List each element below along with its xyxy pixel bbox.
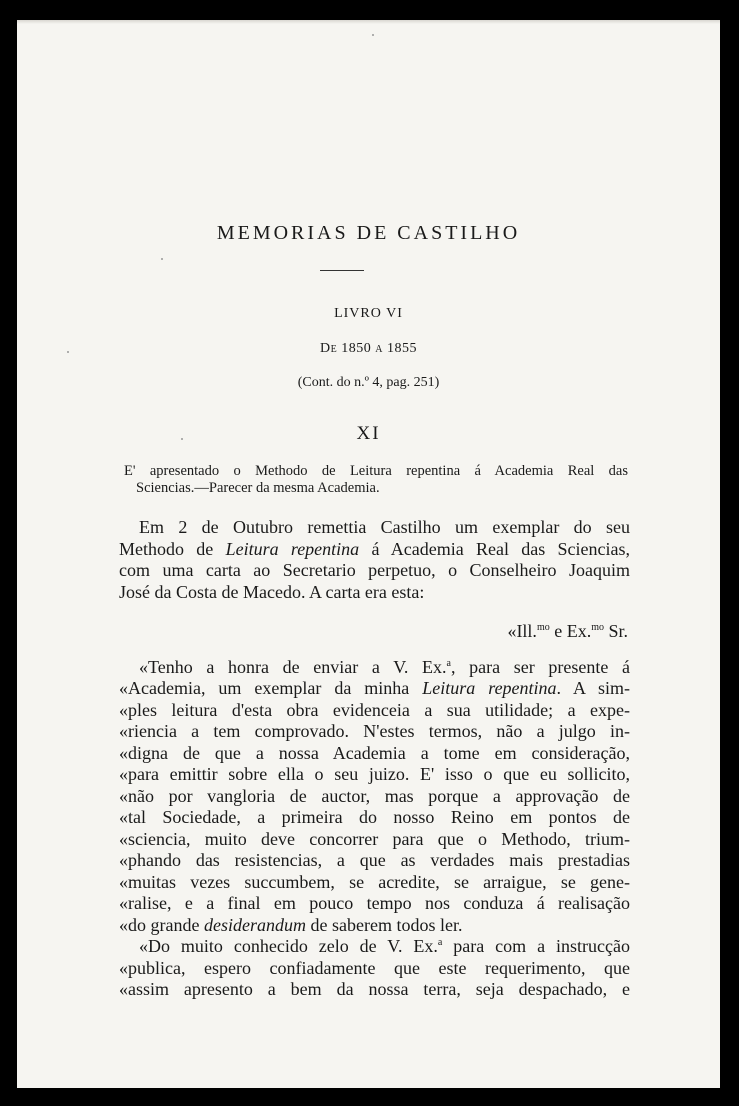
paragraph-line: com uma carta ao Secretario perpetuo, o Conselheiro Joaquim: [119, 560, 630, 580]
letter-line: «para emittir sobre ella o seu juizo. E' isso o que eu sollicito,: [119, 764, 630, 784]
paragraph-line: Methodo de Leitura repentina á Academia Real das Sciencias,: [119, 538, 630, 559]
letter-line: «assim apresento a bem da nossa terra, seja despachado, e: [119, 979, 630, 999]
italic-title: Leitura repentina: [422, 678, 557, 698]
letter-text: [119, 657, 630, 1001]
paper-speck: [67, 351, 69, 353]
paper-speck: [161, 258, 163, 260]
summary-line: E' apresentado o Methodo de Leitura repentina á Academia Real das: [124, 463, 628, 479]
body-text: [119, 517, 630, 1001]
letter-line: «digna de que a nossa Academia a tome em consideração,: [119, 742, 630, 763]
page-title: MEMORIAS DE CASTILHO: [216, 222, 521, 244]
continuation-note: (Cont. do n.º 4, pag. 251): [297, 375, 440, 390]
letter-line: «do grande desiderandum de saberem todos ler.: [119, 914, 463, 935]
italic-title: Leitura repentina: [225, 538, 360, 559]
letter-line: «ples leitura d'esta obra evidenceia a sua utilidade; a expe-: [119, 699, 630, 720]
book-heading: LIVRO VI: [334, 306, 403, 321]
summary-line: Sciencias.—Parecer da mesma Academia.: [136, 480, 380, 496]
letter-line: «phando das resistencias, a que as verdades mais prestadias: [119, 850, 630, 870]
letter-line: «publica, espero confiadamente que este requerimento, que: [119, 957, 630, 978]
chapter-number: XI: [356, 423, 381, 444]
letter-line: «riencia a tem comprovado. N'estes termos, não a julgo in-: [119, 721, 630, 741]
italic-term: desiderandum: [203, 914, 306, 935]
page: [17, 20, 720, 1088]
date-range: De 1850 a 1855: [320, 341, 417, 356]
letter-line: «ralise, e a final em pouco tempo nos conduza á realisação: [119, 893, 630, 913]
letter-line: «muitas vezes succumbem, se acredite, se arraigue, se gene-: [119, 871, 630, 892]
letter-line: «Do muito conhecido zelo de V. Ex.$^a$ para com a instrucção: [139, 936, 630, 956]
paragraph-line: Em 2 de Outubro remettia Castilho um exemplar do seu: [139, 517, 630, 537]
chapter-summary: [124, 463, 628, 497]
letter-salutation: «Ill.$^{mo}$ e Ex.$^{mo}$ Sr.: [507, 621, 628, 641]
letter-line: «não por vangloria de auctor, mas porque a approvação de: [119, 785, 630, 806]
letter-line: «Academia, um exemplar da minha Leitura repentina. A sim-: [119, 678, 630, 698]
title-rule: [320, 270, 364, 271]
paper-speck: [372, 34, 374, 36]
letter-line: «Tenho a honra de enviar a V. Ex.$^a$, para ser presente á: [139, 656, 630, 677]
paper-speck: [181, 438, 183, 440]
paragraph-line: José da Costa de Macedo. A carta era esta:: [119, 581, 425, 602]
letter-line: «sciencia, muito deve concorrer para que o Methodo, trium-: [119, 828, 630, 849]
letter-line: «tal Sociedade, a primeira do nosso Reino em pontos de: [119, 807, 630, 827]
